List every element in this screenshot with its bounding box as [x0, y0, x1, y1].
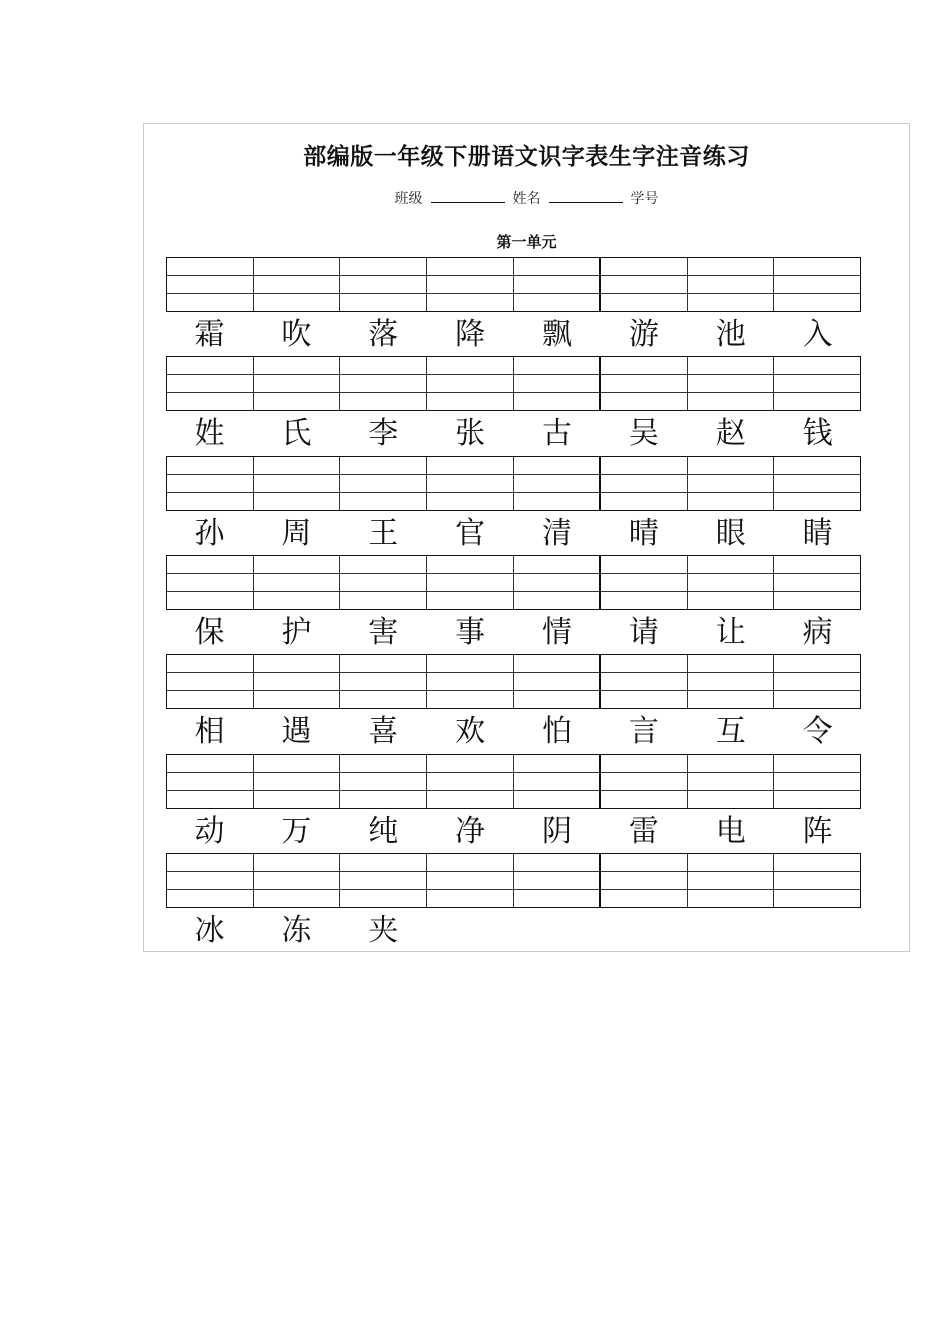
pinyin-cell[interactable]	[340, 655, 427, 708]
pinyin-cell[interactable]	[774, 854, 860, 907]
pinyin-cell[interactable]	[167, 854, 254, 907]
pinyin-writing-block	[166, 257, 861, 312]
class-blank	[431, 192, 505, 203]
hanzi-character: 动	[194, 813, 225, 849]
pinyin-cell[interactable]	[514, 357, 602, 410]
hanzi-character: 情	[541, 614, 572, 650]
hanzi-character: 赵	[715, 416, 746, 452]
hanzi-character: 请	[628, 614, 659, 650]
hanzi-character: 护	[281, 614, 312, 650]
pinyin-cell[interactable]	[340, 854, 427, 907]
pinyin-cell[interactable]	[167, 258, 254, 311]
character-row	[166, 512, 861, 556]
hanzi-character: 降	[455, 317, 486, 352]
pinyin-writing-block	[166, 654, 861, 709]
pinyin-cell[interactable]	[774, 357, 860, 410]
hanzi-character: 李	[368, 416, 399, 452]
hanzi-character: 周	[281, 515, 312, 551]
id-label: 学号	[630, 191, 659, 207]
hanzi-character: 怕	[541, 714, 572, 750]
pinyin-cell[interactable]	[427, 258, 514, 311]
student-info-line	[144, 188, 909, 208]
hanzi-character: 令	[802, 714, 833, 750]
pinyin-cell[interactable]	[167, 755, 254, 808]
pinyin-cell[interactable]	[254, 457, 341, 510]
pinyin-cell[interactable]	[340, 258, 427, 311]
pinyin-cell[interactable]	[688, 556, 775, 609]
hanzi-character: 古	[541, 416, 572, 452]
pinyin-cell[interactable]	[514, 755, 602, 808]
pinyin-cell[interactable]	[688, 655, 775, 708]
hanzi-character: 病	[802, 614, 833, 650]
character-row	[166, 710, 861, 754]
unit-heading: 第一单元	[496, 233, 557, 251]
hanzi-character: 钱	[802, 416, 833, 452]
hanzi-character: 言	[628, 714, 659, 750]
hanzi-character: 霜	[194, 317, 225, 352]
pinyin-cell[interactable]	[601, 854, 688, 907]
pinyin-cell[interactable]	[167, 457, 254, 510]
hanzi-character: 飘	[541, 317, 572, 352]
hanzi-character: 害	[368, 614, 399, 650]
pinyin-cell[interactable]	[601, 457, 688, 510]
hanzi-character: 保	[194, 614, 225, 650]
pinyin-cell[interactable]	[601, 357, 688, 410]
hanzi-character: 阵	[802, 813, 833, 849]
pinyin-cell[interactable]	[167, 556, 254, 609]
hanzi-character: 互	[715, 714, 746, 750]
pinyin-cell[interactable]	[688, 357, 775, 410]
worksheet-page	[143, 123, 910, 952]
pinyin-cell[interactable]	[427, 655, 514, 708]
pinyin-cell[interactable]	[427, 457, 514, 510]
pinyin-writing-block	[166, 853, 861, 908]
hanzi-character: 欢	[455, 714, 486, 750]
pinyin-cell[interactable]	[254, 755, 341, 808]
hanzi-character: 吴	[628, 416, 659, 452]
pinyin-writing-block	[166, 754, 861, 809]
pinyin-cell[interactable]	[167, 357, 254, 410]
hanzi-character: 喜	[368, 714, 399, 750]
pinyin-cell[interactable]	[514, 258, 602, 311]
character-row	[166, 412, 861, 456]
pinyin-cell[interactable]	[514, 655, 602, 708]
pinyin-cell[interactable]	[340, 755, 427, 808]
pinyin-cell[interactable]	[774, 755, 860, 808]
pinyin-cell[interactable]	[774, 258, 860, 311]
pinyin-cell[interactable]	[254, 258, 341, 311]
pinyin-cell[interactable]	[601, 258, 688, 311]
hanzi-character: 张	[455, 416, 486, 452]
hanzi-character: 阴	[541, 813, 572, 849]
pinyin-cell[interactable]	[427, 357, 514, 410]
hanzi-character: 入	[802, 317, 833, 352]
hanzi-character: 夹	[368, 912, 399, 948]
hanzi-character: 眼	[715, 515, 746, 551]
pinyin-cell[interactable]	[774, 457, 860, 510]
class-label: 班级	[394, 191, 423, 207]
pinyin-cell[interactable]	[514, 457, 602, 510]
pinyin-cell[interactable]	[688, 258, 775, 311]
page-title: 部编版一年级下册语文识字表生字注音练习	[303, 144, 750, 170]
hanzi-character: 王	[368, 515, 399, 551]
hanzi-character: 官	[455, 515, 486, 551]
pinyin-cell[interactable]	[427, 854, 514, 907]
character-row	[166, 611, 861, 655]
pinyin-cell[interactable]	[254, 357, 341, 410]
name-label: 姓名	[512, 191, 541, 207]
pinyin-cell[interactable]	[254, 556, 341, 609]
hanzi-character: 氏	[281, 416, 312, 452]
hanzi-character: 落	[368, 317, 399, 352]
pinyin-cell[interactable]	[514, 556, 602, 609]
hanzi-character: 姓	[194, 416, 225, 452]
character-row	[166, 909, 861, 953]
pinyin-cell[interactable]	[774, 556, 860, 609]
hanzi-character: 相	[194, 714, 225, 750]
pinyin-cell[interactable]	[167, 655, 254, 708]
hanzi-character: 冰	[194, 912, 225, 948]
hanzi-character: 净	[455, 813, 486, 849]
hanzi-character: 吹	[281, 317, 312, 352]
hanzi-character: 纯	[368, 813, 399, 849]
pinyin-cell[interactable]	[688, 457, 775, 510]
hanzi-character: 遇	[281, 714, 312, 750]
hanzi-character: 池	[715, 317, 746, 352]
pinyin-cell[interactable]	[688, 854, 775, 907]
hanzi-character: 晴	[628, 515, 659, 551]
pinyin-cell[interactable]	[514, 854, 602, 907]
pinyin-cell[interactable]	[427, 755, 514, 808]
pinyin-cell[interactable]	[688, 755, 775, 808]
hanzi-character: 睛	[802, 515, 833, 551]
pinyin-cell[interactable]	[254, 854, 341, 907]
hanzi-character: 万	[281, 813, 312, 849]
hanzi-character: 孙	[194, 515, 225, 551]
character-row	[166, 313, 861, 357]
hanzi-character: 游	[628, 317, 659, 352]
pinyin-cell[interactable]	[254, 655, 341, 708]
hanzi-character: 冻	[281, 912, 312, 948]
pinyin-cell[interactable]	[340, 357, 427, 410]
pinyin-cell[interactable]	[601, 655, 688, 708]
hanzi-character: 雷	[628, 813, 659, 849]
hanzi-character: 让	[715, 614, 746, 650]
pinyin-cell[interactable]	[601, 755, 688, 808]
character-row	[166, 810, 861, 854]
pinyin-writing-block	[166, 356, 861, 411]
pinyin-cell[interactable]	[427, 556, 514, 609]
name-blank	[549, 192, 623, 203]
pinyin-cell[interactable]	[774, 655, 860, 708]
hanzi-character: 清	[541, 515, 572, 551]
pinyin-cell[interactable]	[601, 556, 688, 609]
pinyin-writing-block	[166, 555, 861, 610]
hanzi-character: 事	[455, 614, 486, 650]
pinyin-cell[interactable]	[340, 556, 427, 609]
pinyin-cell[interactable]	[340, 457, 427, 510]
hanzi-character: 电	[715, 813, 746, 849]
pinyin-writing-block	[166, 456, 861, 511]
